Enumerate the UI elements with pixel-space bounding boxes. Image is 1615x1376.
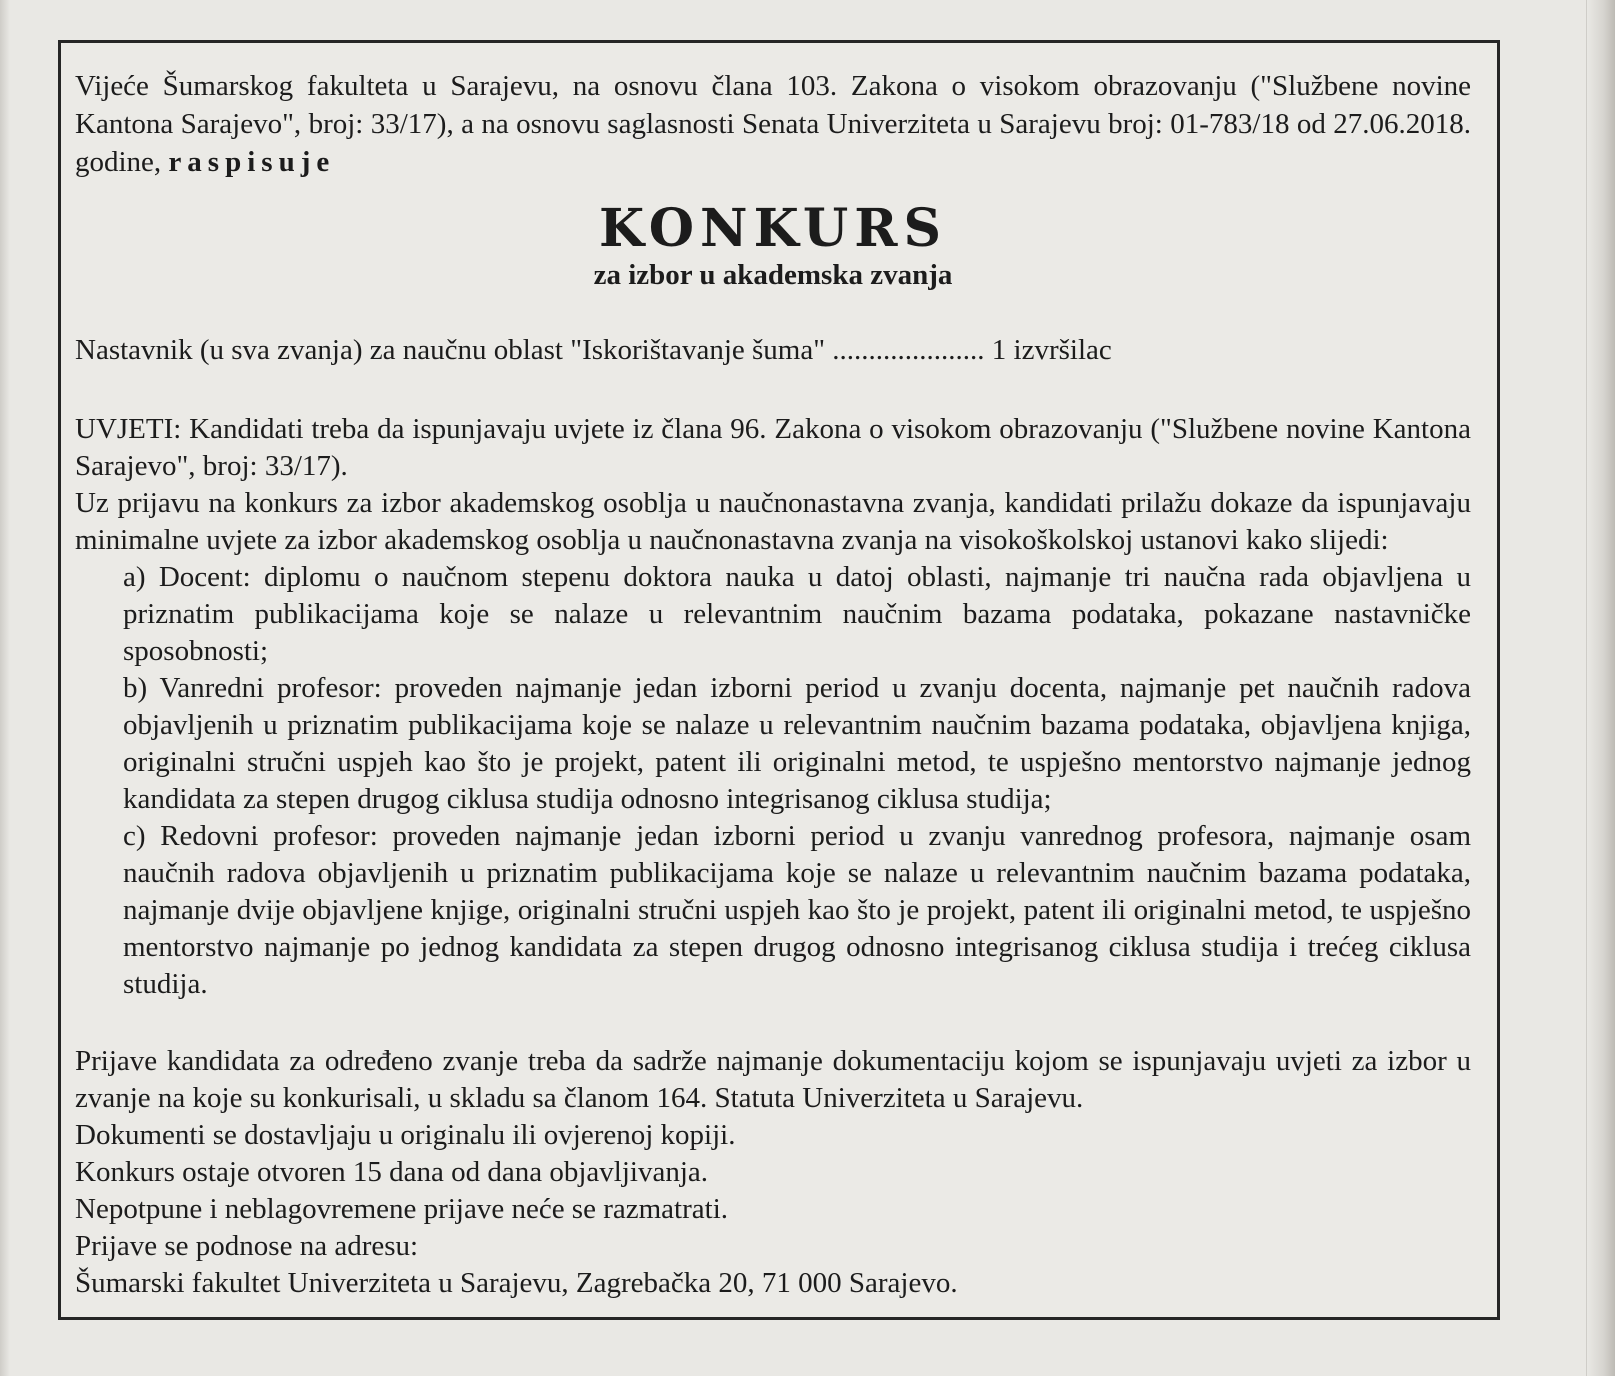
position-line: Nastavnik (u sva zvanja) za naučnu oblast "Iskorištavanje šuma" ..................... 1 izvršilac (75, 334, 1112, 366)
conditions-uvjeti: UVJETI: Kandidati treba da ispunjavaju uvjete iz člana 96. Zakona o visokom obrazovanju ("Službene novine Kantona Sarajevo", broj: 33/17). (75, 413, 1471, 482)
condition-item-vanredni-profesor: b) Vanredni profesor: proveden najmanje jedan izborni period u zvanju docenta, najmanje pet naučnih radova objavljenih u priznatim publikacijama koje se nalaze u relevantnim naučnim bazama podataka, objavljena knjiga, originalni stručni uspjeh kao što je projekt, patent ili originalni metod, te uspješno mentorstvo najmanje jednog kandidata za stepen drugog ciklusa studija odnosno integrisanog ciklusa studija; (123, 672, 1471, 815)
closing-line: Konkurs ostaje otvoren 15 dana od dana objavljivanja. (75, 1156, 709, 1188)
intro-verb: raspisuje (168, 146, 336, 178)
closing-section (75, 1043, 1471, 1302)
intro-paragraph (75, 67, 1471, 181)
conditions-list (123, 559, 1471, 1003)
announcement-subtitle: za izbor u akademska zvanja (593, 259, 953, 291)
condition-item-docent: a) Docent: diplomu o naučnom stepenu doktora nauka u datoj oblasti, najmanje tri naučna rada objavljena u priznatim publikacijama koje se nalaze u relevantnim naučnim bazama podataka, pokazane nastavničke sposobnosti; (123, 561, 1471, 667)
closing-line: Nepotpune i neblagovremene prijave neće se razmatrati. (75, 1193, 728, 1225)
closing-line: Dokumenti se dostavljaju u originalu ili ovjerenoj kopiji. (75, 1119, 736, 1151)
conditions-intro: Uz prijavu na konkurs za izbor akademskog osoblja u naučnonastavna zvanja, kandidati prilažu dokaze da ispunjavaju minimalne uvjete za izbor akademskog osoblja u naučnonastavna zvanja na visokoškolskoj ustanovi kako slijedi: (75, 487, 1471, 556)
closing-line: Prijave kandidata za određeno zvanje treba da sadrže najmanje dokumentaciju kojom se ispunjavaju uvjeti za izbor u zvanje na koje su konkurisali, u skladu sa članom 164. Statuta Univerziteta u Sarajevu. (75, 1045, 1471, 1114)
page-right-edge (1586, 0, 1615, 1376)
closing-address: Šumarski fakultet Univerziteta u Sarajevu, Zagrebačka 20, 71 000 Sarajevo. (75, 1267, 958, 1299)
closing-line: Prijave se podnose na adresu: (75, 1230, 419, 1262)
intro-text: Vijeće Šumarskog fakulteta u Sarajevu, na osnovu člana 103. Zakona o visokom obrazovanju ("Službene novine Kantona Sarajevo", broj: 33/17), a na osnovu saglasnosti Senata Univerziteta u Sarajevu broj: 01-783/18 od 27.06.2018. godine, (75, 70, 1471, 178)
page-left-edge (0, 0, 10, 1376)
conditions-section (75, 411, 1471, 1003)
announcement-box (58, 40, 1500, 1320)
condition-item-redovni-profesor: c) Redovni profesor: proveden najmanje jedan izborni period u zvanju vanrednog profesora, najmanje osam naučnih radova objavljenih u priznatim publikacijama koje se nalaze u relevantnim naučnim bazama podataka, najmanje dvije objavljene knjige, originalni stručni uspjeh kao što je projekt, patent ili originalni metod, te uspješno mentorstvo najmanje po jednog kandidata za stepen drugog odnosno integrisanog ciklusa studija i trećeg ciklusa studija. (123, 820, 1471, 1000)
announcement-title: KONKURS (598, 198, 948, 259)
